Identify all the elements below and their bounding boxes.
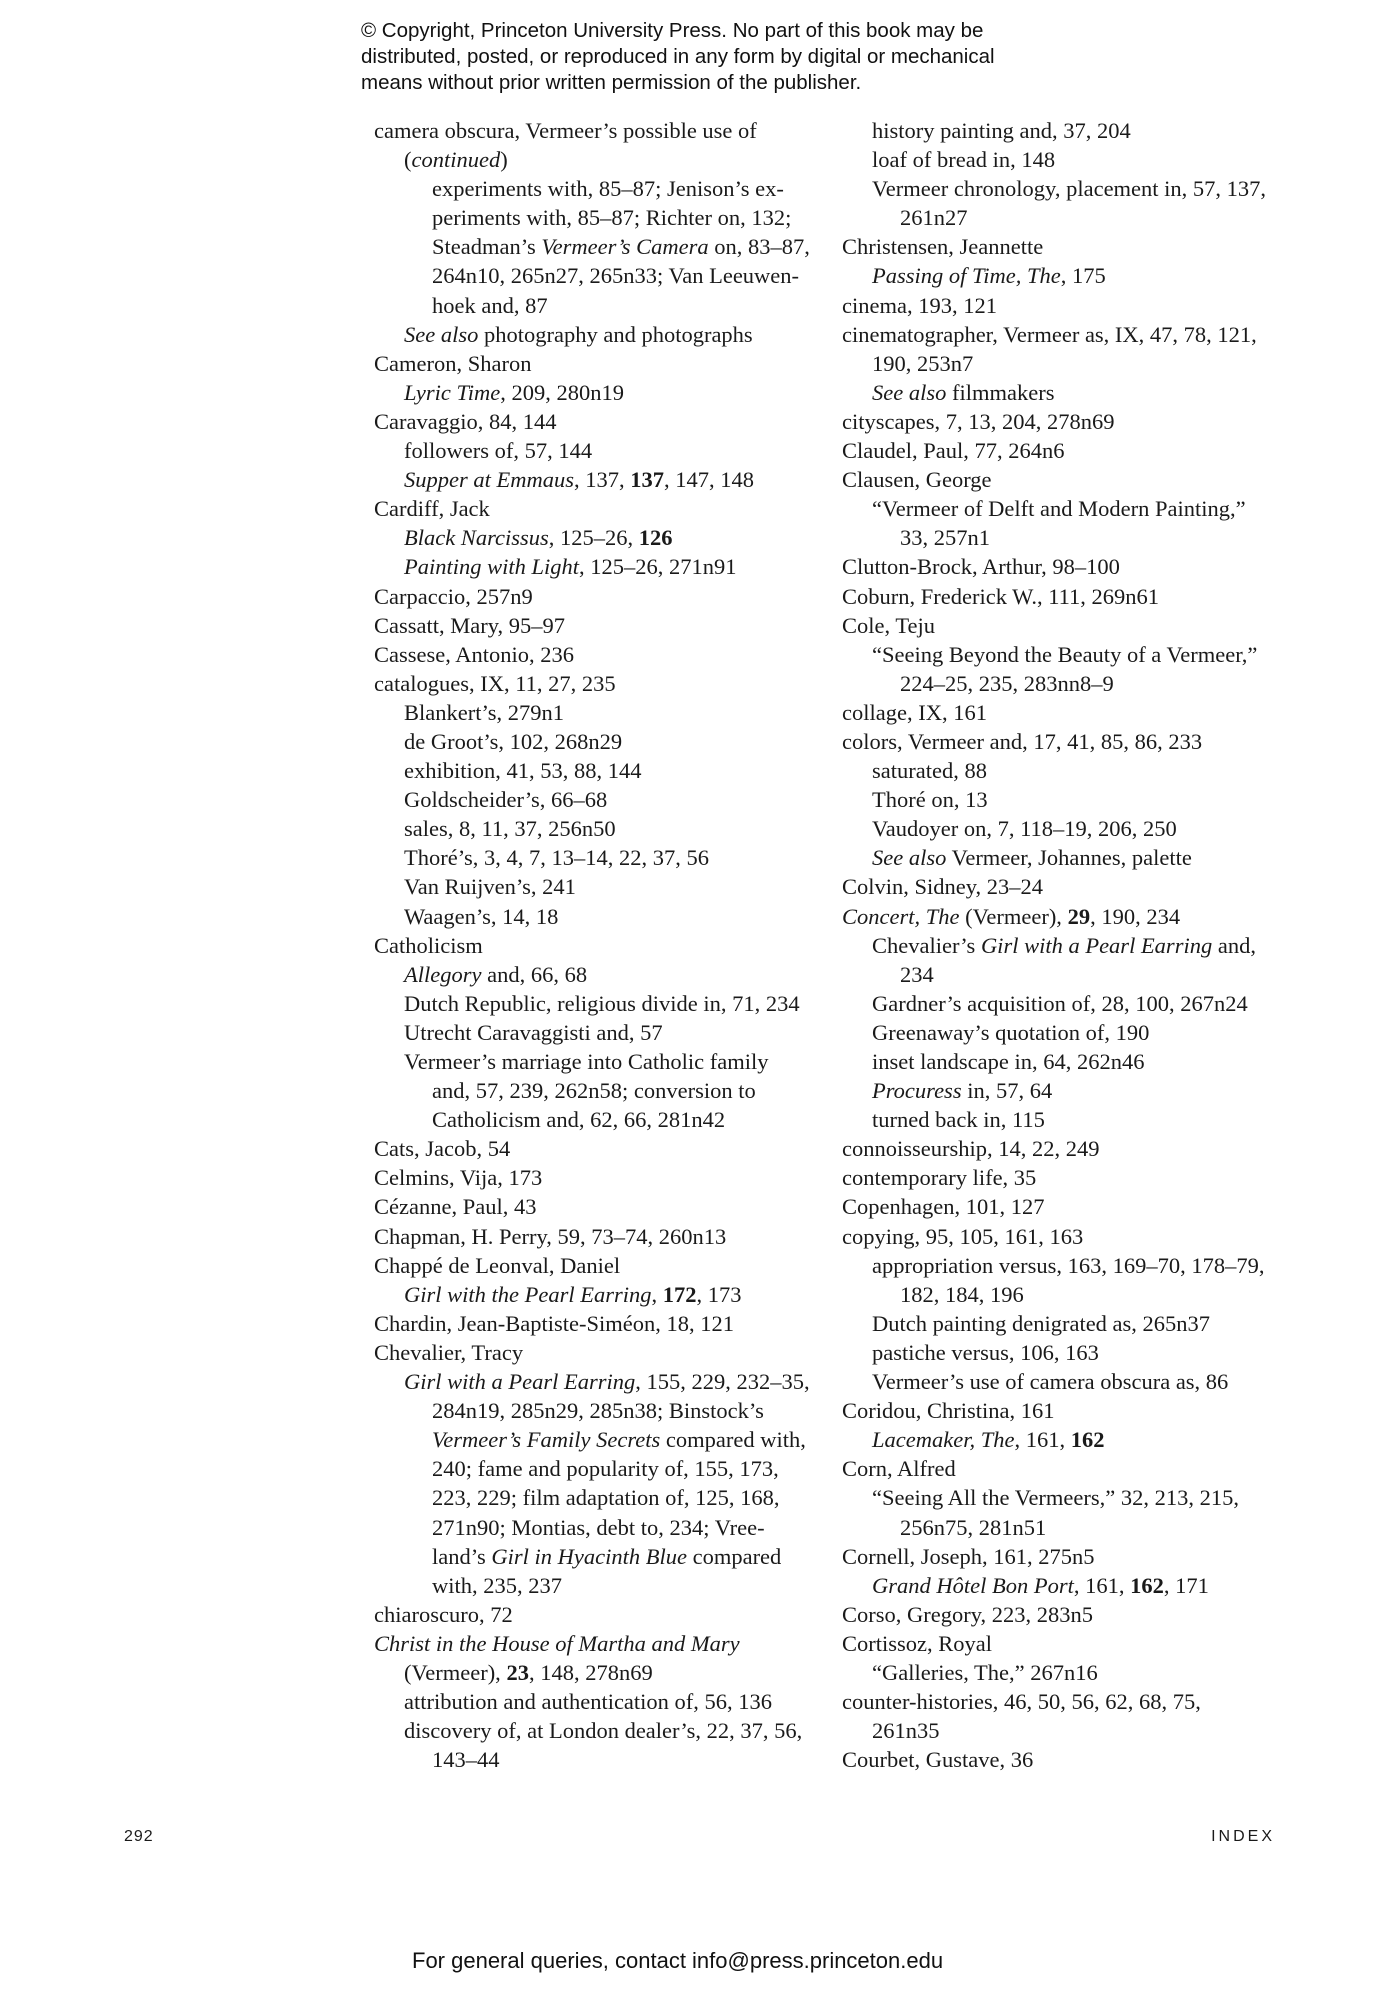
index-text: , 190, 234: [1090, 903, 1181, 929]
index-entry-line: [842, 611, 1282, 640]
index-text: colors, Vermeer and, 17, 41, 85, 86, 233: [842, 728, 1203, 754]
index-text: Blankert’s, 279n1: [404, 699, 564, 725]
index-title-text: Grand Hôtel Bon Port: [872, 1572, 1074, 1598]
index-text: “Seeing Beyond the Beauty of a Vermeer,”: [872, 641, 1258, 667]
index-text: exhibition, 41, 53, 88, 144: [404, 758, 642, 784]
index-entry-line: [842, 1454, 1282, 1483]
index-entry-line: [374, 1309, 814, 1338]
index-entry-line: [374, 232, 814, 261]
index-entry-line: [842, 1192, 1282, 1221]
index-entry-line: [374, 931, 814, 960]
index-entry-line: [842, 349, 1282, 378]
index-illustration-page: 23: [506, 1659, 529, 1685]
index-text: Chevalier’s: [872, 932, 981, 958]
index-entry-line: [374, 611, 814, 640]
index-entry-line: [374, 1076, 814, 1105]
index-text: attribution and authentication of, 56, 136: [404, 1689, 773, 1715]
index-entry-line: [374, 1396, 814, 1425]
index-title-text: Girl in Hyacinth Blue: [491, 1543, 687, 1569]
index-text: in, 57, 64: [961, 1078, 1053, 1104]
index-text: Dutch painting denigrated as, 265n37: [872, 1310, 1211, 1336]
index-text: 143–44: [432, 1747, 500, 1773]
index-text: connoisseurship, 14, 22, 249: [842, 1136, 1100, 1162]
index-text: 261n27: [900, 205, 968, 231]
index-text: Chevalier, Tracy: [374, 1339, 524, 1365]
index-text: Cortissoz, Royal: [842, 1630, 992, 1656]
index-text: , 137,: [574, 467, 631, 493]
index-entry-line: [374, 1105, 814, 1134]
index-title-text: Christ in the House of Martha and Mary: [374, 1630, 740, 1656]
index-entry-line: [374, 1600, 814, 1629]
index-entry-line: [374, 960, 814, 989]
index-text: camera obscura, Vermeer’s possible use of: [374, 118, 757, 143]
index-text: Cézanne, Paul, 43: [374, 1194, 537, 1220]
copyright-line: means without prior written permission of the publisher.: [361, 71, 862, 94]
index-entry-line: [842, 1687, 1282, 1716]
index-text: saturated, 88: [872, 758, 987, 784]
index-text: (Vermeer),: [404, 1659, 507, 1685]
index-text: 182, 184, 196: [900, 1281, 1024, 1307]
index-text: chiaroscuro, 72: [374, 1601, 513, 1627]
index-text: Dutch Republic, religious divide in, 71, 234: [404, 990, 800, 1016]
index-title-text: See also: [872, 845, 947, 871]
index-text: Copenhagen, 101, 127: [842, 1194, 1045, 1220]
index-entry-line: [374, 582, 814, 611]
page-number: 292: [124, 1828, 154, 1845]
index-text: ,: [651, 1281, 663, 1307]
index-text: Cornell, Joseph, 161, 275n5: [842, 1543, 1095, 1569]
index-entry-line: [842, 1309, 1282, 1338]
index-text: 284n19, 285n29, 285n38; Binstock’s: [432, 1398, 764, 1424]
index-text: Cats, Jacob, 54: [374, 1136, 511, 1162]
index-entry-line: [842, 1367, 1282, 1396]
index-text: Vaudoyer on, 7, 118–19, 206, 250: [872, 816, 1177, 842]
index-entry-line: [842, 582, 1282, 611]
index-entry-line: [842, 1251, 1282, 1280]
index-title-text: Vermeer’s Family Secrets: [432, 1427, 661, 1453]
index-text: on, 83–87,: [708, 234, 810, 260]
index-illustration-page: 172: [662, 1281, 697, 1307]
index-title-text: See also: [404, 321, 479, 347]
index-illustration-page: 29: [1067, 903, 1091, 929]
running-head: INDEX: [1211, 1828, 1275, 1845]
index-entry-line: [374, 1367, 814, 1396]
index-text: Celmins, Vija, 173: [374, 1165, 543, 1191]
index-entry-line: [842, 232, 1282, 261]
index-entry-line: [842, 1513, 1282, 1542]
index-text: Waagen’s, 14, 18: [404, 903, 559, 929]
index-illustration-page: 137: [630, 467, 664, 493]
index-text: Clausen, George: [842, 467, 992, 493]
index-text: Vermeer, Johannes, palette: [946, 845, 1192, 871]
index-text: catalogues, IX, 11, 27, 235: [374, 670, 616, 696]
index-title-text: Painting with Light: [404, 554, 580, 580]
index-title-text: Passing of Time, The: [872, 263, 1061, 289]
index-illustration-page: 126: [638, 525, 673, 551]
index-entry-line: [842, 552, 1282, 581]
index-entry-line: [374, 378, 814, 407]
index-title-text: Procuress: [872, 1078, 962, 1104]
index-entry-line: [842, 1163, 1282, 1192]
index-entry-line: [842, 1018, 1282, 1047]
index-entry-line: [374, 1338, 814, 1367]
index-entry-line: [374, 116, 814, 145]
index-text: Vermeer’s use of camera obscura as, 86: [872, 1369, 1229, 1395]
index-text: Utrecht Caravaggisti and, 57: [404, 1019, 663, 1045]
index-text: discovery of, at London dealer’s, 22, 37, 56,: [404, 1718, 803, 1744]
index-entry-line: [374, 523, 814, 552]
index-text: 240; fame and popularity of, 155, 173,: [432, 1456, 779, 1482]
index-entry-line: [374, 1542, 814, 1571]
index-text: Coburn, Frederick W., 111, 269n61: [842, 583, 1160, 609]
index-entry-line: [842, 436, 1282, 465]
index-text: 261n35: [872, 1718, 940, 1744]
index-title-text: Supper at Emmaus: [404, 467, 574, 493]
index-entry-line: [374, 814, 814, 843]
index-entry-line: [842, 1571, 1282, 1600]
index-entry-line: [842, 378, 1282, 407]
index-text: Van Ruijven’s, 241: [404, 874, 576, 900]
index-entry-line: [842, 1047, 1282, 1076]
index-text: Carpaccio, 257n9: [374, 583, 533, 609]
index-entry-line: [374, 1687, 814, 1716]
index-entry-line: [374, 669, 814, 698]
index-text: Cassese, Antonio, 236: [374, 641, 574, 667]
index-entry-line: [374, 465, 814, 494]
index-entry-line: [374, 727, 814, 756]
index-entry-line: [842, 1542, 1282, 1571]
index-text: , 155, 229, 232–35,: [635, 1369, 810, 1395]
index-text: cityscapes, 7, 13, 204, 278n69: [842, 408, 1115, 434]
index-title-text: Girl with a Pearl Earring: [980, 932, 1213, 958]
index-text: , 125–26,: [548, 525, 639, 551]
index-entry-line: [842, 203, 1282, 232]
index-entry-line: [842, 407, 1282, 436]
index-text: , 161,: [1014, 1427, 1071, 1453]
index-title-text: Girl with the Pearl Earring: [404, 1281, 652, 1307]
index-text: ): [500, 147, 508, 173]
index-title-text: Vermeer’s Camera: [541, 234, 709, 260]
index-text: Thoré’s, 3, 4, 7, 13–14, 22, 37, 56: [404, 845, 709, 871]
index-entry-line: [842, 1425, 1282, 1454]
index-entry-line: [842, 261, 1282, 290]
index-entry-line: [374, 407, 814, 436]
index-entry-line: [374, 785, 814, 814]
index-text: 264n10, 265n27, 265n33; Van Leeuwen-: [432, 263, 800, 289]
index-text: 271n90; Montias, debt to, 234; Vree-: [432, 1514, 765, 1540]
index-entry-line: [374, 1222, 814, 1251]
index-text: compared with,: [660, 1427, 806, 1453]
index-entry-line: [842, 145, 1282, 174]
index-text: “Galleries, The,” 267n16: [872, 1659, 1098, 1685]
index-text: hoek and, 87: [432, 292, 548, 318]
index-entry-line: [842, 494, 1282, 523]
index-entry-line: [374, 1251, 814, 1280]
index-entry-line: [374, 1047, 814, 1076]
index-text: Gardner’s acquisition of, 28, 100, 267n24: [872, 990, 1248, 1016]
index-entry-line: [842, 1280, 1282, 1309]
index-text: 190, 253n7: [872, 350, 974, 376]
index-text: de Groot’s, 102, 268n29: [404, 728, 623, 754]
index-illustration-page: 162: [1130, 1572, 1164, 1598]
index-entry-line: [374, 640, 814, 669]
index-text: Colvin, Sidney, 23–24: [842, 874, 1044, 900]
copyright-notice: [361, 18, 1121, 96]
index-text: experiments with, 85–87; Jenison’s ex-: [432, 176, 784, 202]
index-entry-line: [842, 756, 1282, 785]
index-text: Chapman, H. Perry, 59, 73–74, 260n13: [374, 1223, 727, 1249]
index-text: Clutton-Brock, Arthur, 98–100: [842, 554, 1120, 580]
index-entry-line: [842, 640, 1282, 669]
index-entry-line: [842, 698, 1282, 727]
index-title-text: Concert, The: [842, 903, 960, 929]
index-entry-line: [842, 1338, 1282, 1367]
index-entry-line: [842, 902, 1282, 931]
index-entry-line: [374, 1716, 814, 1745]
index-title-text: Allegory: [404, 961, 482, 987]
index-text: Caravaggio, 84, 144: [374, 408, 557, 434]
index-illustration-page: 162: [1070, 1427, 1105, 1453]
index-entry-line: [842, 320, 1282, 349]
index-text: Chappé de Leonval, Daniel: [374, 1252, 621, 1278]
index-entry-line: [842, 931, 1282, 960]
index-text: , 148, 278n69: [528, 1659, 653, 1685]
index-text: Cassatt, Mary, 95–97: [374, 612, 566, 638]
index-entry-line: [842, 1134, 1282, 1163]
index-text: , 147, 148: [664, 467, 754, 493]
index-entry-line: [374, 756, 814, 785]
index-entry-line: [374, 436, 814, 465]
index-text: land’s: [432, 1543, 492, 1569]
index-text: and, 66, 68: [481, 961, 588, 987]
index-entry-line: [842, 1105, 1282, 1134]
index-text: 223, 229; film adaptation of, 125, 168,: [432, 1485, 780, 1511]
index-entry-line: [842, 465, 1282, 494]
index-text: Claudel, Paul, 77, 264n6: [842, 438, 1065, 464]
index-text: Cole, Teju: [842, 612, 935, 638]
index-entry-line: [374, 1425, 814, 1454]
index-text: , 125–26, 271n91: [579, 554, 737, 580]
index-entry-line: [842, 960, 1282, 989]
index-text: Cardiff, Jack: [374, 496, 490, 522]
index-entry-line: [374, 349, 814, 378]
index-entry-line: [374, 1571, 814, 1600]
index-text: pastiche versus, 106, 163: [872, 1339, 1099, 1365]
index-entry-line: [842, 116, 1282, 145]
index-entry-line: [842, 1716, 1282, 1745]
index-entry-line: [374, 203, 814, 232]
index-text: copying, 95, 105, 161, 163: [842, 1223, 1084, 1249]
index-entry-line: [842, 1396, 1282, 1425]
index-entry-line: [842, 727, 1282, 756]
index-entry-line: [374, 1280, 814, 1309]
index-text: periments with, 85–87; Richter on, 132;: [432, 205, 792, 231]
index-entry-line: [374, 320, 814, 349]
index-text: 33, 257n1: [900, 525, 990, 551]
index-text: Vermeer chronology, placement in, 57, 137,: [872, 176, 1267, 202]
index-text: , 173: [696, 1281, 742, 1307]
index-entry-line: [374, 1192, 814, 1221]
copyright-line: © Copyright, Princeton University Press. No part of this book may be: [361, 19, 984, 42]
index-entry-line: [374, 174, 814, 203]
index-entry-line: [842, 1745, 1282, 1774]
index-text: appropriation versus, 163, 169–70, 178–79,: [872, 1252, 1265, 1278]
index-text: history painting and, 37, 204: [872, 118, 1131, 143]
index-entry-line: [374, 698, 814, 727]
index-text: 256n75, 281n51: [900, 1514, 1047, 1540]
index-entry-line: [374, 494, 814, 523]
index-text: and,: [1212, 932, 1256, 958]
index-entry-line: [374, 989, 814, 1018]
index-text: cinema, 193, 121: [842, 292, 997, 318]
index-text: , 171: [1163, 1572, 1209, 1598]
index-text: Chardin, Jean-Baptiste-Siméon, 18, 121: [374, 1310, 734, 1336]
index-entry-line: [842, 523, 1282, 552]
index-entry-line: [842, 872, 1282, 901]
index-title-text: Lyric Time: [404, 379, 501, 405]
index-entry-line: [374, 1513, 814, 1542]
index-column-right: [842, 116, 1282, 1774]
index-entry-line: [374, 552, 814, 581]
index-entry-line: [374, 1483, 814, 1512]
index-text: and, 57, 239, 262n58; conversion to: [432, 1078, 756, 1104]
index-entry-line: [842, 1600, 1282, 1629]
index-entry-line: [842, 814, 1282, 843]
index-text: loaf of bread in, 148: [872, 147, 1056, 173]
index-text: , 161,: [1073, 1572, 1131, 1598]
index-title-text: See also: [872, 379, 947, 405]
index-text: (Vermeer),: [959, 903, 1068, 929]
index-text: (: [404, 147, 412, 173]
index-text: Christensen, Jeannette: [842, 234, 1044, 260]
index-entry-line: [842, 785, 1282, 814]
index-entry-line: [374, 145, 814, 174]
index-text: 224–25, 235, 283nn8–9: [900, 670, 1114, 696]
index-text: Catholicism: [374, 932, 483, 958]
index-text: Corn, Alfred: [842, 1456, 956, 1482]
index-entry-line: [374, 1629, 814, 1658]
index-text: Steadman’s: [432, 234, 542, 260]
copyright-line: distributed, posted, or reproduced in any form by digital or mechanical: [361, 45, 995, 68]
index-text: cinematographer, Vermeer as, IX, 47, 78, 121,: [842, 321, 1257, 347]
index-entry-line: [374, 902, 814, 931]
index-entry-line: [842, 291, 1282, 320]
index-text: filmmakers: [946, 379, 1055, 405]
index-entry-line: [374, 872, 814, 901]
index-text: Goldscheider’s, 66–68: [404, 787, 608, 813]
index-text: Greenaway’s quotation of, 190: [872, 1019, 1150, 1045]
footer-contact: For general queries, contact info@press.princeton.edu: [412, 1948, 944, 1973]
index-text: “Seeing All the Vermeers,” 32, 213, 215,: [872, 1485, 1240, 1511]
index-text: sales, 8, 11, 37, 256n50: [404, 816, 616, 842]
index-entry-line: [374, 1163, 814, 1192]
index-title-text: Lacemaker, The: [872, 1427, 1015, 1453]
index-entry-line: [842, 174, 1282, 203]
index-text: inset landscape in, 64, 262n46: [872, 1049, 1145, 1074]
index-text: with, 235, 237: [432, 1572, 563, 1598]
index-entry-line: [374, 843, 814, 872]
index-text: Thoré on, 13: [872, 787, 988, 813]
index-title-text: continued: [411, 147, 501, 173]
index-entry-line: [374, 1745, 814, 1774]
index-title-text: Girl with a Pearl Earring: [404, 1369, 636, 1395]
index-text: Corso, Gregory, 223, 283n5: [842, 1601, 1094, 1627]
index-entry-line: [842, 989, 1282, 1018]
index-text: Vermeer’s marriage into Catholic family: [404, 1049, 769, 1074]
index-entry-line: [374, 1134, 814, 1163]
index-text: , 175: [1060, 263, 1106, 289]
index-text: turned back in, 115: [872, 1107, 1045, 1133]
index-entry-line: [374, 1018, 814, 1047]
index-column-left: [374, 116, 814, 1774]
index-text: photography and photographs: [478, 321, 753, 347]
index-text: Catholicism and, 62, 66, 281n42: [432, 1107, 726, 1133]
index-text: compared: [686, 1543, 782, 1569]
index-entry-line: [374, 261, 814, 290]
index-entry-line: [842, 1483, 1282, 1512]
index-text: Coridou, Christina, 161: [842, 1398, 1055, 1424]
index-entry-line: [374, 1454, 814, 1483]
index-entry-line: [374, 291, 814, 320]
index-text: , 209, 280n19: [500, 379, 624, 405]
index-text: Cameron, Sharon: [374, 350, 532, 376]
index-text: followers of, 57, 144: [404, 438, 593, 464]
index-entry-line: [842, 1076, 1282, 1105]
index-text: counter-histories, 46, 50, 56, 62, 68, 75,: [842, 1689, 1201, 1715]
index-entry-line: [842, 1658, 1282, 1687]
index-text: Courbet, Gustave, 36: [842, 1747, 1034, 1773]
index-entry-line: [842, 843, 1282, 872]
index-text: collage, IX, 161: [842, 699, 987, 725]
index-entry-line: [842, 1222, 1282, 1251]
index-entry-line: [374, 1658, 814, 1687]
index-text: “Vermeer of Delft and Modern Painting,”: [872, 496, 1246, 522]
index-title-text: Black Narcissus: [404, 525, 549, 551]
index-text: 234: [900, 961, 934, 987]
index-entry-line: [842, 669, 1282, 698]
index-text: contemporary life, 35: [842, 1165, 1037, 1191]
index-entry-line: [842, 1629, 1282, 1658]
